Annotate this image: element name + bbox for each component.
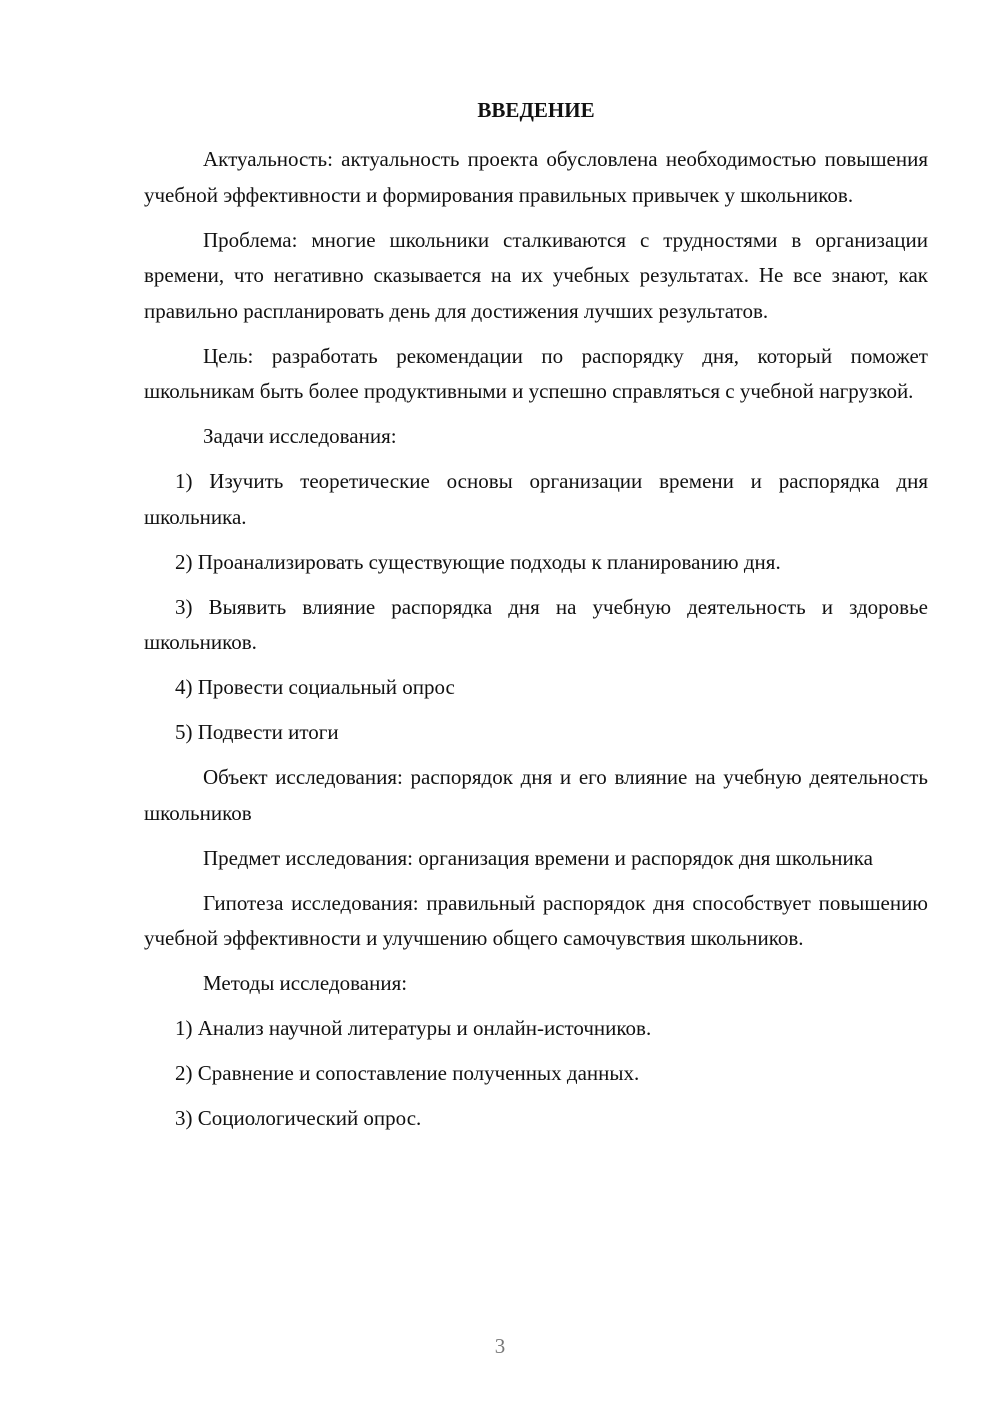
task-item-5: 5) Подвести итоги: [175, 720, 339, 744]
relevance-paragraph: Актуальность: актуальность проекта обусловлена необходимостью повышения учебной эффективности и формирования правильных привычек у школьников.: [144, 147, 928, 207]
method-item-3: 3) Социологический опрос.: [175, 1106, 422, 1130]
task-item-1: 1) Изучить теоретические основы организации времени и распорядка дня школьника.: [144, 469, 928, 529]
method-item-2: 2) Сравнение и сопоставление полученных данных.: [175, 1061, 640, 1085]
tasks-heading: Задачи исследования:: [203, 424, 397, 448]
page-number: 3: [494, 1334, 506, 1358]
task-item-4: 4) Провести социальный опрос: [175, 675, 455, 699]
goal-paragraph: Цель: разработать рекомендации по распорядку дня, который поможет школьникам быть более продуктивными и успешно справляться с учебной нагрузкой.: [144, 343, 928, 403]
task-item-2: 2) Проанализировать существующие подходы к планированию дня.: [175, 549, 781, 574]
subject-paragraph: Предмет исследования: организация времени и распорядок дня школьника: [203, 845, 873, 870]
object-paragraph: Объект исследования: распорядок дня и его влияние на учебную деятельность школьников: [144, 765, 928, 825]
page-content: [144, 96, 928, 1146]
task-item-3: 3) Выявить влияние распорядка дня на учебную деятельность и здоровье школьников.: [144, 594, 928, 654]
methods-heading: Методы исследования:: [203, 971, 408, 995]
method-item-1: 1) Анализ научной литературы и онлайн-источников.: [175, 1016, 652, 1040]
hypothesis-paragraph: Гипотеза исследования: правильный распорядок дня способствует повышению учебной эффективности и улучшению общего самочувствия школьников.: [144, 890, 928, 950]
section-heading: ВВЕДЕНИЕ: [477, 98, 595, 122]
problem-paragraph: Проблема: многие школьники сталкиваются с трудностями в организации времени, что негативно сказывается на их учебных результатах. Не все знают, как правильно распланировать день для достижения лучших результатов.: [144, 227, 928, 323]
